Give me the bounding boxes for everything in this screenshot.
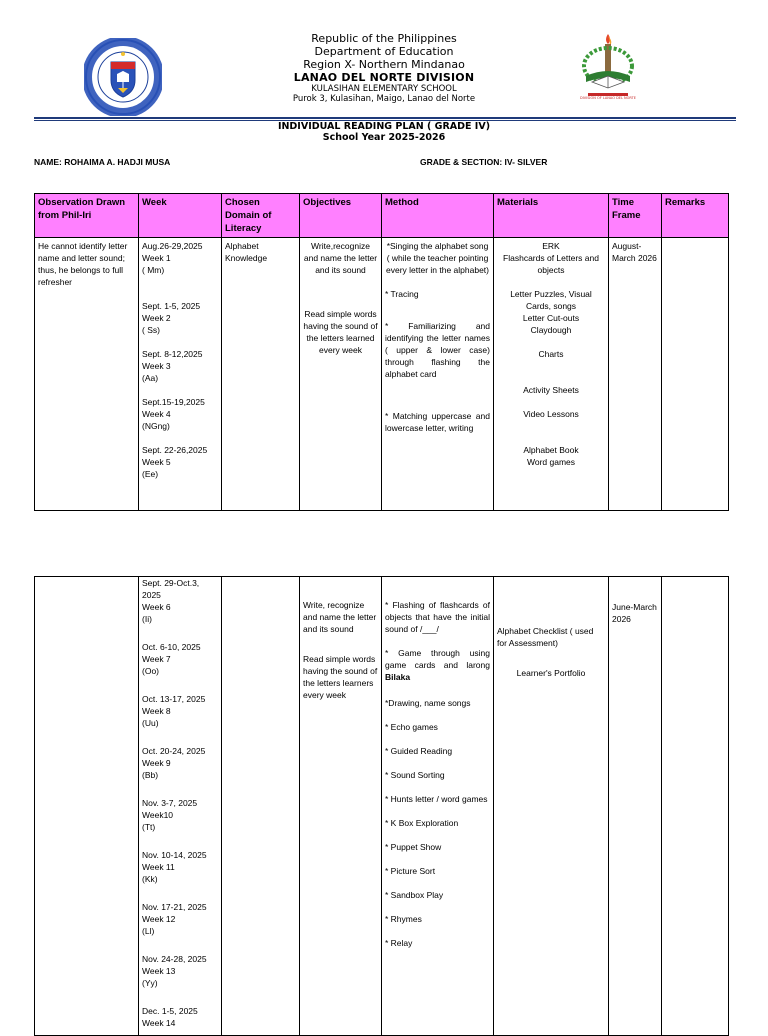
method-item: * Flashing of flashcards of objects that have the initial sound of /___/ [385, 600, 490, 634]
week-letters: (Ii) [142, 614, 152, 624]
week-number: Week 11 [142, 862, 175, 872]
week-number: Week 14 [142, 1018, 176, 1028]
method-cell [382, 577, 494, 1036]
method-item: * Guided Reading [385, 746, 453, 756]
week-letters: (Ee) [142, 469, 159, 479]
week-entry [142, 797, 218, 833]
week-entry [142, 693, 218, 729]
material-item: Alphabet Book [523, 445, 579, 455]
col-domain-header: Chosen Domain of Literacy [222, 194, 300, 238]
week-date: Sept. 29-Oct.3, 2025 [142, 578, 200, 600]
header-division: LANAO DEL NORTE DIVISION [293, 71, 475, 84]
week-entry [142, 577, 218, 625]
material-item: Activity Sheets [523, 385, 579, 395]
table-row [35, 238, 729, 511]
method-item: * Sandbox Play [385, 890, 444, 900]
week-entry [142, 300, 218, 336]
student-name: NAME: ROHAIMA A. HADJI MUSA [34, 157, 171, 167]
week-letters: (Bb) [142, 770, 159, 780]
week-number: Week 3 [142, 361, 171, 371]
objective-text: Read simple words having the sound of the letters learners every week [303, 654, 378, 700]
method-item: * Sound Sorting [385, 770, 445, 780]
col-remarks-header: Remarks [662, 194, 729, 238]
method-cell [382, 238, 494, 511]
school-year: School Year 2025-2026 [322, 132, 446, 143]
week-date: Nov. 17-21, 2025 [142, 902, 207, 912]
method-item: *Drawing, name songs [385, 698, 471, 708]
remarks-cell [662, 577, 729, 1036]
method-item: * Hunts letter / word games [385, 794, 488, 804]
timeframe-cell: June-March 2026 [609, 577, 662, 1036]
method-item: * K Box Exploration [385, 818, 459, 828]
observation-cell: He cannot identify letter name and letter sound; thus, he belongs to full refresher [35, 238, 139, 511]
method-item: *Singing the alphabet song ( while the teacher pointing every letter in the alphabet) [385, 241, 489, 275]
week-number: Week 9 [142, 758, 171, 768]
material-item: Letter Puzzles, Visual Cards, songs [510, 289, 592, 311]
material-item: Claydough [530, 325, 572, 335]
objective-text: Write, recognize and name the letter and its sound [303, 600, 377, 634]
week-date: Dec. 1-5, 2025 [142, 1006, 198, 1016]
objective-text: Write,recognize and name the letter and its sound [303, 241, 378, 275]
method-item [385, 647, 490, 683]
week-letters: (Aa) [142, 373, 159, 383]
week-number: Week 13 [142, 966, 176, 976]
remarks-cell [662, 238, 729, 511]
col-materials-header: Materials [494, 194, 609, 238]
week-entry [142, 641, 218, 677]
week-letters: ( Mm) [142, 265, 165, 275]
header-republic: Republic of the Philippines [311, 32, 457, 45]
reading-plan-table-1 [34, 193, 729, 511]
timeframe-cell: August-March 2026 [609, 238, 662, 511]
method-item: * Familiarizing and identifying the letter names ( upper & lower case) through flashing the alphabet card [385, 321, 490, 379]
week-entry [142, 745, 218, 781]
week-entry [142, 240, 218, 276]
week-letters: (Tt) [142, 822, 156, 832]
week-date: Sept. 8-12,2025 [142, 349, 203, 359]
week-letters: (Ll) [142, 926, 155, 936]
method-item: * Matching uppercase and lowercase letter, writing [385, 411, 490, 433]
week-date: Sept. 1-5, 2025 [142, 301, 201, 311]
objectives-cell [300, 238, 382, 511]
week-number: Week 6 [142, 602, 171, 612]
week-date: Sept. 22-26,2025 [142, 445, 208, 455]
week-entry [142, 444, 218, 480]
week-number: Week 8 [142, 706, 171, 716]
week-letters: (Kk) [142, 874, 158, 884]
week-entry [142, 1005, 218, 1029]
week-date: Nov. 3-7, 2025 [142, 798, 198, 808]
material-item: Learner's Portfolio [516, 668, 586, 678]
week-number: Week 1 [142, 253, 171, 263]
week-date: Aug.26-29,2025 [142, 241, 203, 251]
col-week-header: Week [139, 194, 222, 238]
material-item: ERK [542, 241, 560, 251]
week-entry [142, 348, 218, 384]
document-title: INDIVIDUAL READING PLAN ( GRADE IV) [277, 121, 491, 132]
header-address: Purok 3, Kulasihan, Maigo, Lanao del Norte [292, 94, 476, 104]
week-number: Week 4 [142, 409, 171, 419]
table-header-row [35, 194, 729, 238]
week-date: Nov. 10-14, 2025 [142, 850, 207, 860]
material-item: Flashcards of Letters and objects [503, 253, 599, 275]
week-number: Week10 [142, 810, 174, 820]
week-entry [142, 849, 218, 885]
division-seal-caption: DIVISION OF LANAO DEL NORTE [580, 96, 636, 100]
week-letters: ( Ss) [142, 325, 160, 335]
week-entry [142, 396, 218, 432]
objectives-cell [300, 577, 382, 1036]
week-date: Oct. 13-17, 2025 [142, 694, 206, 704]
week-number: Week 12 [142, 914, 176, 924]
week-cell [139, 577, 222, 1036]
objective-text: Read simple words having the sound of the letters learned every week [303, 309, 378, 355]
col-method-header: Method [382, 194, 494, 238]
materials-cell [494, 577, 609, 1036]
material-item: Video Lessons [523, 409, 579, 419]
material-item: Alphabet Checklist ( used for Assessment) [497, 626, 594, 648]
week-cell [139, 238, 222, 511]
header-region: Region X- Northern Mindanao [303, 58, 465, 71]
col-observation-header: Observation Drawn from Phil-Iri [35, 194, 139, 238]
domain-cell [222, 577, 300, 1036]
material-item: Letter Cut-outs [522, 313, 580, 323]
col-timeframe-header: Time Frame [609, 194, 662, 238]
week-number: Week 5 [142, 457, 171, 467]
material-item: Word games [526, 457, 576, 467]
method-text: * Game through using game cards and larong [385, 648, 490, 670]
week-number: Week 7 [142, 654, 171, 664]
grade-section: GRADE & SECTION: IV- SILVER [420, 157, 548, 167]
week-date: Sept.15-19,2025 [142, 397, 205, 407]
observation-cell [35, 577, 139, 1036]
header-school: KULASIHAN ELEMENTARY SCHOOL [311, 84, 457, 94]
method-item: * Rhymes [385, 914, 422, 924]
method-item: * Picture Sort [385, 866, 436, 876]
domain-cell: Alphabet Knowledge [222, 238, 300, 511]
week-letters: (NGng) [142, 421, 170, 431]
materials-cell [494, 238, 609, 511]
header-department: Department of Education [314, 45, 454, 58]
week-date: Nov. 24-28, 2025 [142, 954, 207, 964]
week-entry [142, 901, 218, 937]
method-item: * Relay [385, 938, 413, 948]
method-bold-text: Bilaka [385, 672, 411, 682]
table-row [35, 577, 729, 1036]
method-item: * Tracing [385, 289, 419, 299]
week-letters: (Uu) [142, 718, 159, 728]
week-letters: (Oo) [142, 666, 159, 676]
week-number: Week 2 [142, 313, 171, 323]
header-rule-thick [34, 117, 736, 119]
week-date: Oct. 20-24, 2025 [142, 746, 206, 756]
week-date: Oct. 6-10, 2025 [142, 642, 201, 652]
col-objectives-header: Objectives [300, 194, 382, 238]
method-item: * Puppet Show [385, 842, 442, 852]
week-letters: (Yy) [142, 978, 158, 988]
reading-plan-table-2 [34, 576, 729, 1036]
material-item: Charts [538, 349, 564, 359]
method-item: * Echo games [385, 722, 438, 732]
week-entry [142, 953, 218, 989]
